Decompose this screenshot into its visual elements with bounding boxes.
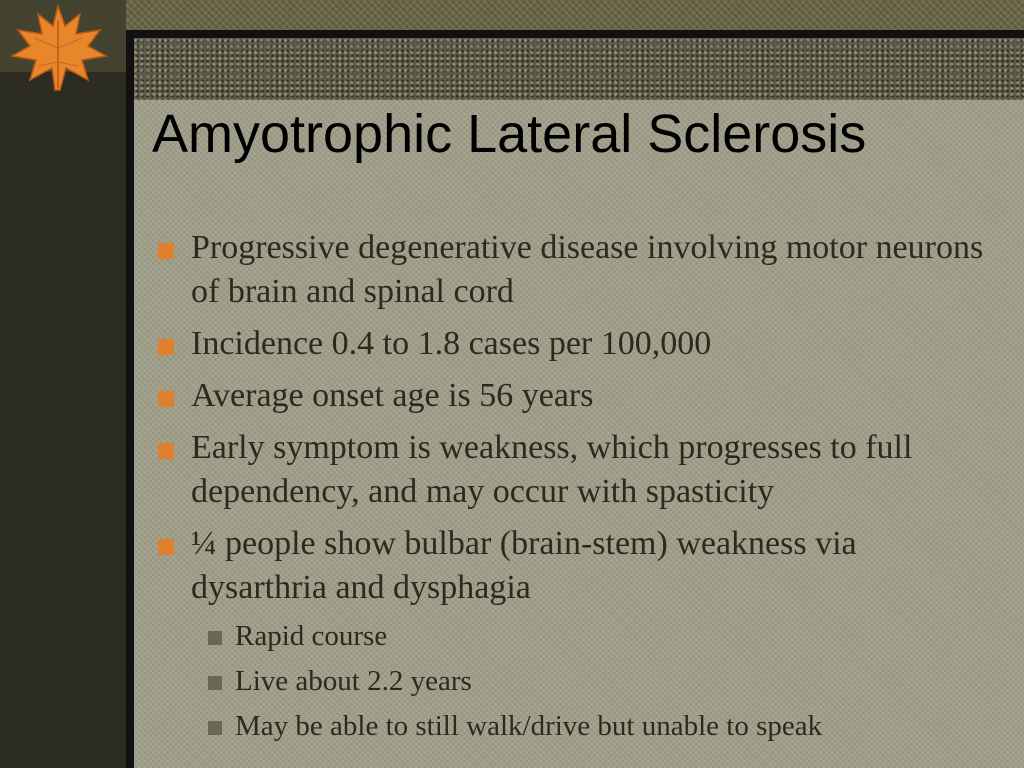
sub-bullet-marker-icon [208, 721, 222, 735]
maple-leaf-icon [2, 0, 114, 92]
sub-bullet-text: Live about 2.2 years [235, 665, 472, 697]
bullet-list [158, 226, 998, 757]
bullet-text: ¼ people show bulbar (brain-stem) weakness via dysarthria and dysphagia [191, 525, 857, 606]
bullet-marker-icon [158, 339, 174, 355]
bullet-item [158, 226, 998, 314]
sub-bullet-list [191, 614, 998, 749]
bullet-item [158, 426, 998, 514]
sub-bullet-text: May be able to still walk/drive but unable to speak [235, 710, 823, 742]
bullet-text: Early symptom is weakness, which progresses to full dependency, and may occur with spasticity [191, 429, 913, 510]
bullet-text: Progressive degenerative disease involving motor neurons of brain and spinal cord [191, 229, 984, 310]
bullet-marker-icon [158, 539, 174, 555]
sub-bullet-item [191, 659, 998, 704]
bullet-item [158, 322, 998, 366]
bullet-marker-icon [158, 243, 174, 259]
bullet-item [158, 522, 998, 749]
bullet-item [158, 374, 998, 418]
sub-bullet-marker-icon [208, 676, 222, 690]
slide-title: Amyotrophic Lateral Sclerosis [152, 104, 867, 164]
bullet-marker-icon [158, 391, 174, 407]
sub-bullet-item [191, 704, 998, 749]
left-dark-panel [0, 72, 130, 768]
bullet-text: Incidence 0.4 to 1.8 cases per 100,000 [191, 325, 712, 362]
sub-bullet-marker-icon [208, 631, 222, 645]
sub-bullet-item [191, 614, 998, 659]
sub-bullet-text: Rapid course [235, 620, 388, 652]
bullet-text: Average onset age is 56 years [191, 377, 594, 414]
top-texture-band [126, 0, 1024, 30]
title-texture-band [134, 38, 1024, 100]
bullet-marker-icon [158, 443, 174, 459]
